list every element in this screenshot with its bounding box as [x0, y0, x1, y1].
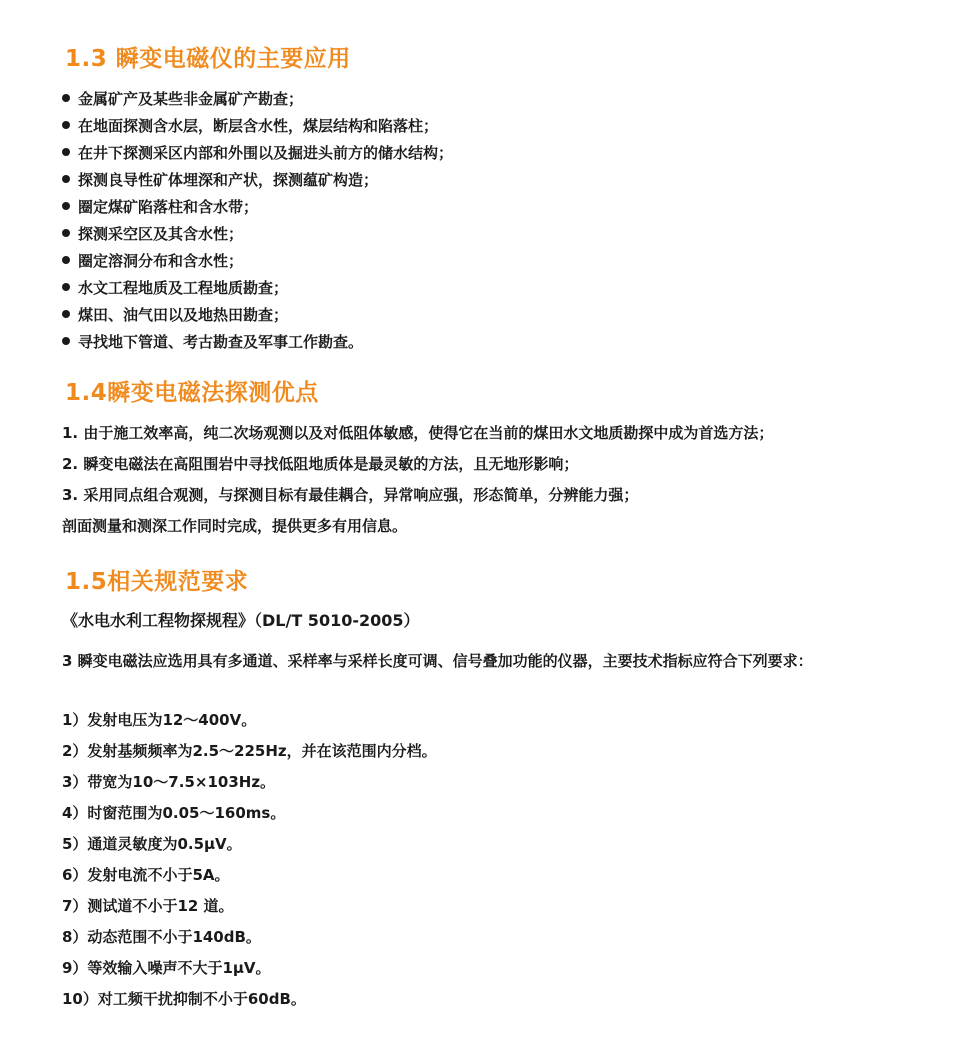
- list-item: 圈定煤矿陷落柱和含水带；: [62, 194, 453, 221]
- bullet-icon: [62, 175, 70, 183]
- section-1-5-heading: 1.5相关规范要求: [65, 569, 249, 595]
- bullet-icon: [62, 121, 70, 129]
- list-item: 在井下探测采区内部和外围以及掘进头前方的储水结构；: [62, 140, 453, 167]
- list-item: 探测采空区及其含水性；: [62, 221, 453, 248]
- requirements-list: [62, 705, 437, 1015]
- standard-intro: 3 瞬变电磁法应选用具有多通道、采样率与采样长度可调、信号叠加功能的仪器，主要技术指标应符合下列要求：: [62, 652, 813, 670]
- list-item: 6）发射电流不小于5A。: [62, 866, 230, 884]
- list-item: 剖面测量和测深工作同时完成，提供更多有用信息。: [62, 517, 408, 535]
- bullet-icon: [62, 283, 70, 291]
- section-1-4-heading: 1.4瞬变电磁法探测优点: [65, 380, 319, 406]
- list-item: 3. 采用同点组合观测，与探测目标有最佳耦合，异常响应强，形态简单，分辨能力强；: [62, 486, 639, 504]
- bullet-icon: [62, 310, 70, 318]
- list-item: 9）等效输入噪声不大于1μV。: [62, 959, 271, 977]
- list-item: 圈定溶洞分布和含水性；: [62, 248, 453, 275]
- list-item: 4）时窗范围为0.05～160ms。: [62, 804, 286, 822]
- list-item: 在地面探测含水层，断层含水性，煤层结构和陷落柱；: [62, 113, 453, 140]
- bullet-icon: [62, 337, 70, 345]
- standard-title: 《水电水利工程物探规程》（DL/T 5010-2005）: [62, 611, 420, 630]
- list-item: 1）发射电压为12～400V。: [62, 711, 257, 729]
- list-item: 煤田、油气田以及地热田勘查；: [62, 302, 453, 329]
- bullet-icon: [62, 229, 70, 237]
- list-item: 10）对工频干扰抑制不小于60dB。: [62, 990, 306, 1008]
- bullet-icon: [62, 256, 70, 264]
- advantages-list: [62, 418, 773, 542]
- list-item: 寻找地下管道、考古勘查及军事工作勘查。: [62, 329, 453, 356]
- section-1-3-heading: 1.3 瞬变电磁仪的主要应用: [65, 46, 351, 72]
- bullet-icon: [62, 148, 70, 156]
- list-item: 3）带宽为10～7.5×103Hz。: [62, 773, 276, 791]
- list-item: 2. 瞬变电磁法在高阻围岩中寻找低阻地质体是最灵敏的方法，且无地形影响；: [62, 455, 579, 473]
- list-item: 水文工程地质及工程地质勘查；: [62, 275, 453, 302]
- applications-list: [62, 86, 453, 356]
- list-item: 2）发射基频频率为2.5～225Hz，并在该范围内分档。: [62, 742, 437, 760]
- list-item: 金属矿产及某些非金属矿产勘查；: [62, 86, 453, 113]
- list-item: 1. 由于施工效率高，纯二次场观测以及对低阻体敏感，使得它在当前的煤田水文地质勘探中成为首选方法；: [62, 424, 774, 442]
- list-item: 7）测试道不小于12 道。: [62, 897, 234, 915]
- list-item: 探测良导性矿体埋深和产状，探测蕴矿构造；: [62, 167, 453, 194]
- bullet-icon: [62, 94, 70, 102]
- list-item: 5）通道灵敏度为0.5μV。: [62, 835, 242, 853]
- bullet-icon: [62, 202, 70, 210]
- list-item: 8）动态范围不小于140dB。: [62, 928, 261, 946]
